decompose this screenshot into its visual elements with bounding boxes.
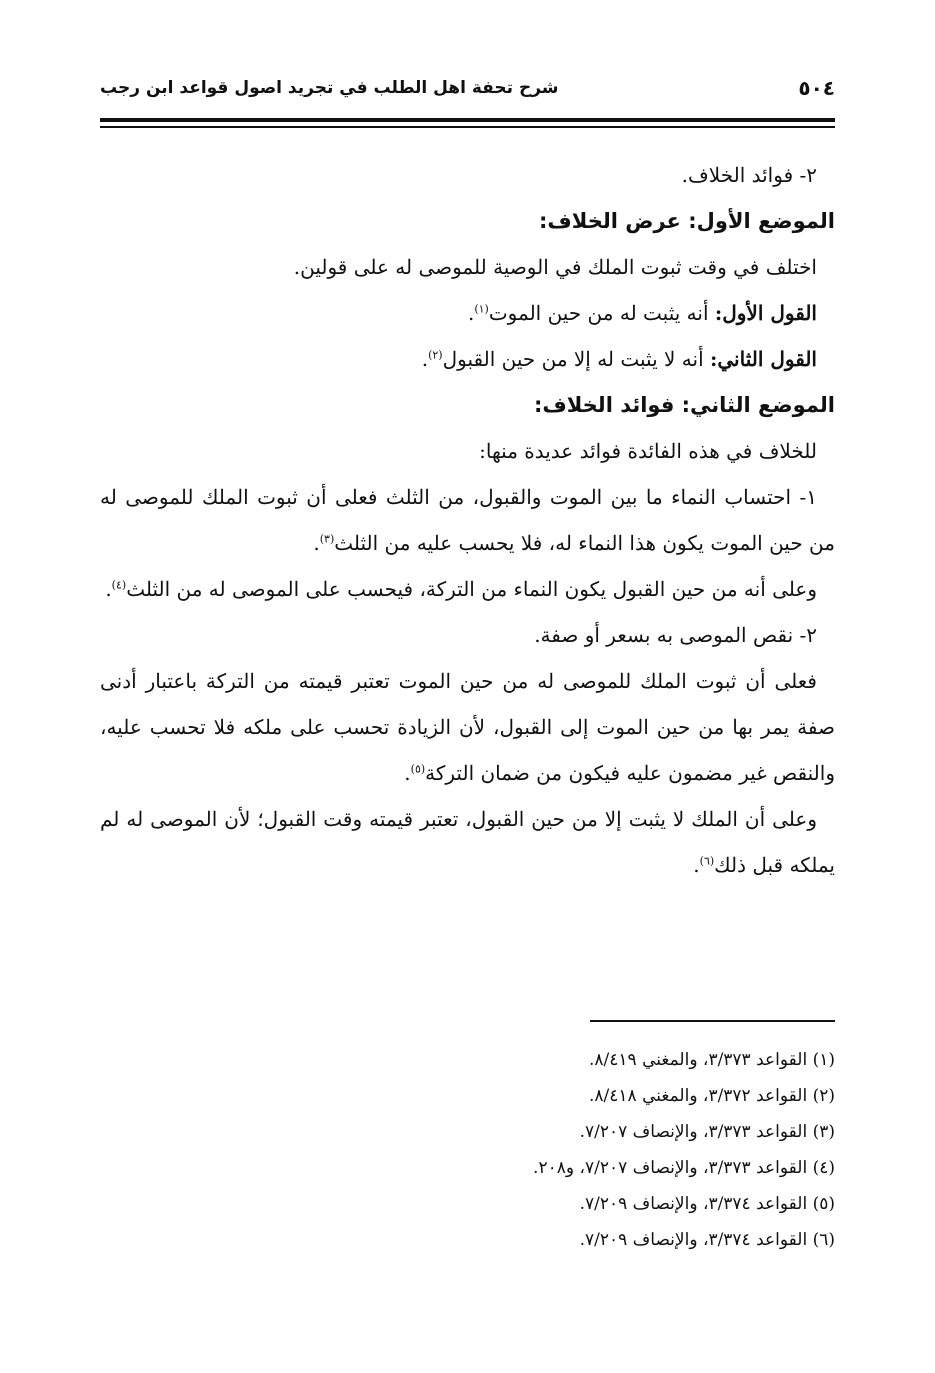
paragraph: للخلاف في هذه الفائدة فوائد عديدة منها: [479,439,817,463]
opinion-text: أنه لا يثبت له إلا من حين القبول [442,347,710,371]
footnote: (٢) القواعد ٣/٣٧٢، والمغني ٨/٤١٨. [589,1086,835,1106]
header-rule-thin [100,126,835,128]
paragraph: ٢- نقص الموصى به بسعر أو صفة. [534,623,817,647]
section-heading: الموضع الثاني: فوائد الخلاف: [533,393,835,417]
footnote: (٤) القواعد ٣/٣٧٣، والإنصاف ٧/٢٠٧، و٢٠٨. [533,1158,835,1178]
paragraph: ٢- فوائد الخلاف. [681,163,817,187]
paragraph: وعلى أنه من حين القبول يكون النماء من التركة، فيحسب على الموصى له من الثلث$^{(٤)}$. [105,577,817,601]
paragraph: القول الثاني: أنه لا يثبت له إلا من حين القبول$^{(٢)}$. [421,347,817,371]
footnote-ref[interactable]: (٦) [699,854,715,868]
page-number: ٥٠٤ [798,76,835,100]
opinion-label: القول الثاني: [710,347,817,371]
main-text [100,152,835,888]
benefit-text: ١- احتساب النماء ما بين الموت والقبول، من الثلث فعلى أن ثبوت الملك للموصى له من حين الموت يكون هذا النماء له، فلا يحسب عليه من الثلث [100,485,835,555]
benefit-text: وعلى أن الملك لا يثبت إلا من حين القبول، تعتبر قيمته وقت القبول؛ لأن الموصى له لم يملكه قبل ذلك [100,807,835,877]
paragraph: اختلف في وقت ثبوت الملك في الوصية للموصى له على قولين. [293,255,817,279]
paragraph: القول الأول: أنه يثبت له من حين الموت$^{(١)}$. [467,301,817,325]
footnote: (٥) القواعد ٣/٣٧٤، والإنصاف ٧/٢٠٩. [579,1194,835,1214]
footnote-ref[interactable]: (١) [474,302,489,316]
footnote-separator [590,1020,835,1022]
footnote-ref[interactable]: (٥) [410,762,426,776]
paragraph: وعلى أن الملك لا يثبت إلا من حين القبول، تعتبر قيمته وقت القبول؛ لأن الموصى له لم يملكه قبل ذلك$^{(٦)}$. [100,807,835,877]
footnote-ref[interactable]: (٤) [111,578,127,592]
footnote: (١) القواعد ٣/٣٧٣، والمغني ٨/٤١٩. [589,1050,835,1070]
book-title: شرح تحفة اهل الطلب في تجريد اصول قواعد ابن رجب [100,78,559,98]
benefit-text: وعلى أنه من حين القبول يكون النماء من التركة، فيحسب على الموصى له من الثلث [126,577,817,601]
paragraph: ١- احتساب النماء ما بين الموت والقبول، من الثلث فعلى أن ثبوت الملك للموصى له من حين الموت يكون هذا النماء له، فلا يحسب عليه من الثلث$^{(٣)}$. [100,485,835,555]
footnote-ref[interactable]: (٣) [319,532,335,546]
header-rule-thick [100,118,835,122]
running-header [100,78,835,118]
section-heading: الموضع الأول: عرض الخلاف: [538,209,835,233]
footnotes [100,1042,835,1258]
paragraph: فعلى أن ثبوت الملك للموصى له من حين الموت تعتبر قيمته من التركة باعتبار أدنى صفة يمر بها من حين الموت إلى القبول، لأن الزيادة تحسب على ملكه فلا تحسب عليه، والنقص غير مضمون عليه فيكون من ضمان التركة$^{(٥)}$. [100,669,835,785]
footnote: (٣) القواعد ٣/٣٧٣، والإنصاف ٧/٢٠٧. [579,1122,835,1142]
benefit-text: فعلى أن ثبوت الملك للموصى له من حين الموت تعتبر قيمته من التركة باعتبار أدنى صفة يمر بها من حين الموت إلى القبول، لأن الزيادة تحسب على ملكه فلا تحسب عليه، والنقص غير مضمون عليه فيكون من ضمان التركة [100,669,835,785]
opinion-text: أنه يثبت له من حين الموت [488,301,715,325]
footnote: (٦) القواعد ٣/٣٧٤، والإنصاف ٧/٢٠٩. [579,1230,835,1250]
footnote-ref[interactable]: (٢) [428,348,443,362]
opinion-label: القول الأول: [714,301,817,325]
